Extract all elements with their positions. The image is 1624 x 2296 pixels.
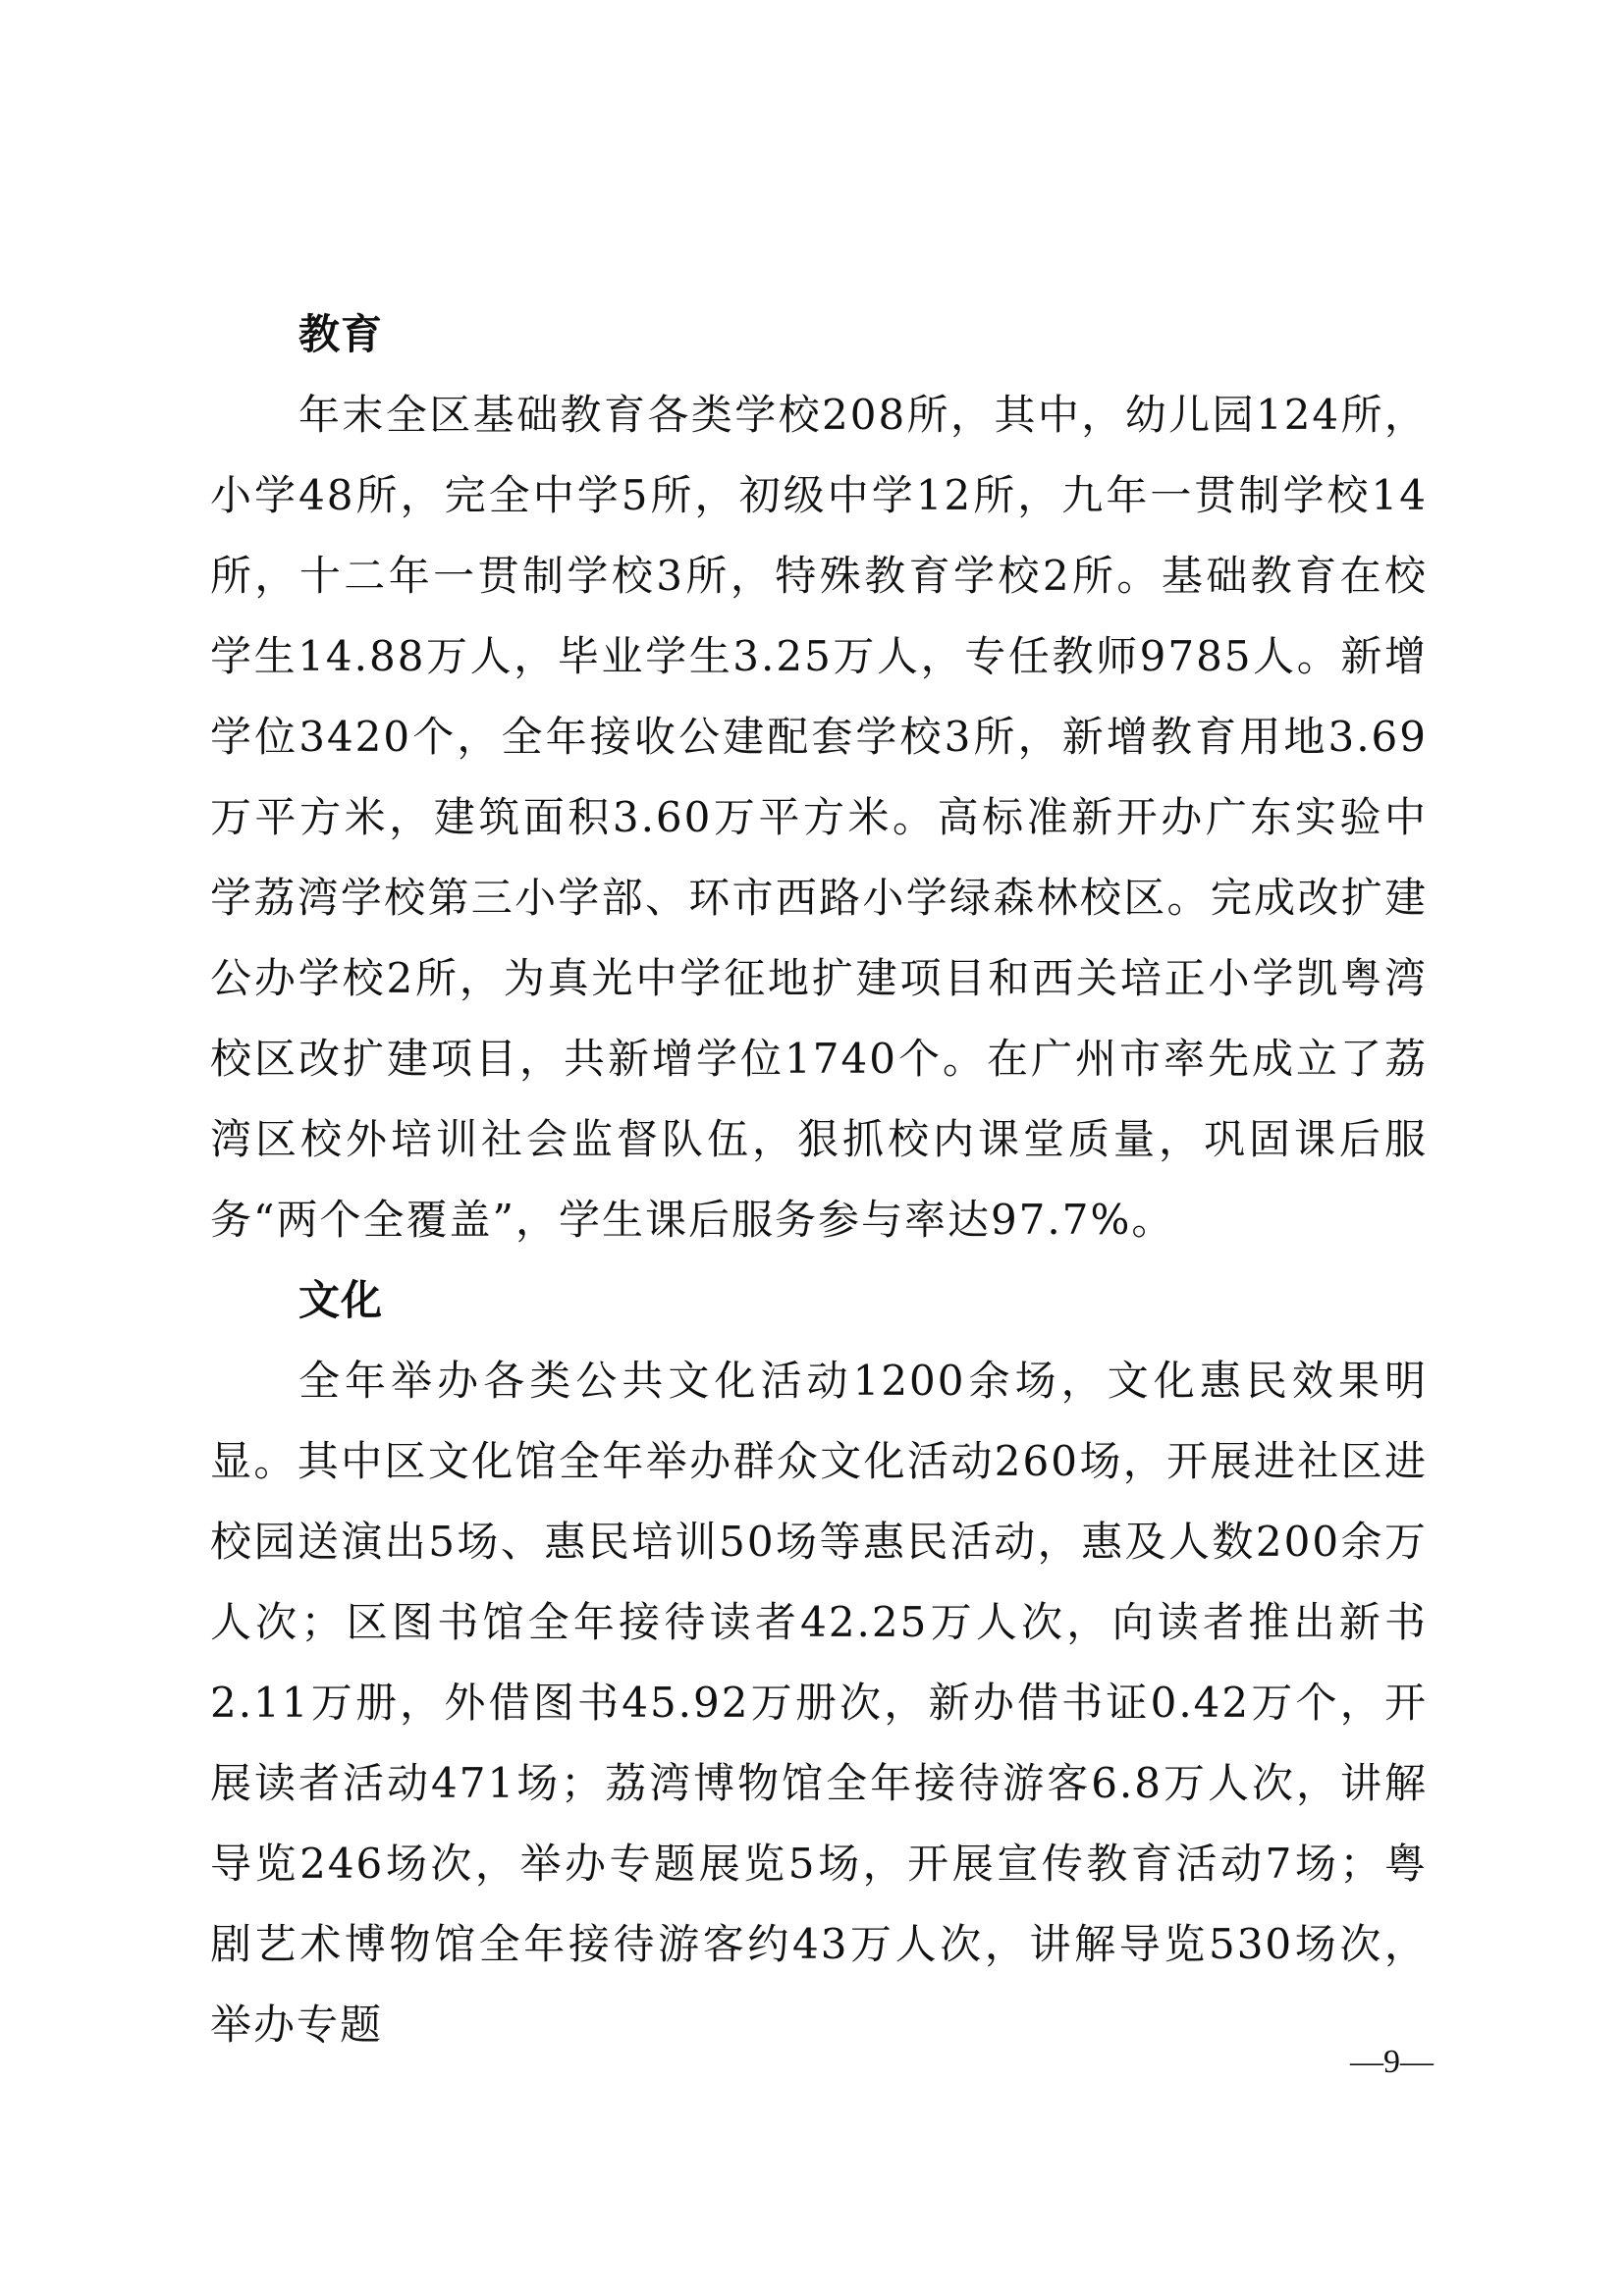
section-heading-education: 教育 <box>298 310 384 358</box>
section-paragraph-culture: 全年举办各类公共文化活动1200余场，文化惠民效果明显。其中区文化馆全年举办群众文化活动260场，开展进社区进校园送演出5场、惠民培训50场等惠民活动，惠及人数200余万人次；区图书馆全年接待读者42.25万人次，向读者推出新书2.11万册，外借图书45.92万册次，新办借书证0.42万个，开展读者活动471场；荔湾博物馆全年接待游客6.8万人次，讲解导览246场次，举办专题展览5场，开展宣传教育活动7场；粤剧艺术博物馆全年接待游客约43万人次，讲解导览530场次，举办专题 <box>210 1357 1428 2049</box>
page-number: —9— <box>1350 2044 1434 2080</box>
section-paragraph-education: 年末全区基础教育各类学校208所，其中，幼儿园124所，小学48所，完全中学5所，初级中学12所，九年一贯制学校14所，十二年一贯制学校3所，特殊教育学校2所。基础教育在校学生14.88万人，毕业学生3.25万人，专任教师9785人。新增学位3420个，全年接收公建配套学校3所，新增教育用地3.69万平方米，建筑面积3.60万平方米。高标准新开办广东实验中学荔湾学校第三小学部、环市西路小学绿森林校区。完成改扩建公办学校2所，为真光中学征地扩建项目和西关培正小学凯粤湾校区改扩建项目，共新增学位1740个。在广州市率先成立了荔湾区校外培训社会监督队伍，狠抓校内课堂质量，巩固课后服务“两个全覆盖”，学生课后服务参与率达97.7%。 <box>210 391 1428 1244</box>
document-page <box>210 294 1428 2065</box>
section-heading-culture: 文化 <box>298 1276 384 1324</box>
